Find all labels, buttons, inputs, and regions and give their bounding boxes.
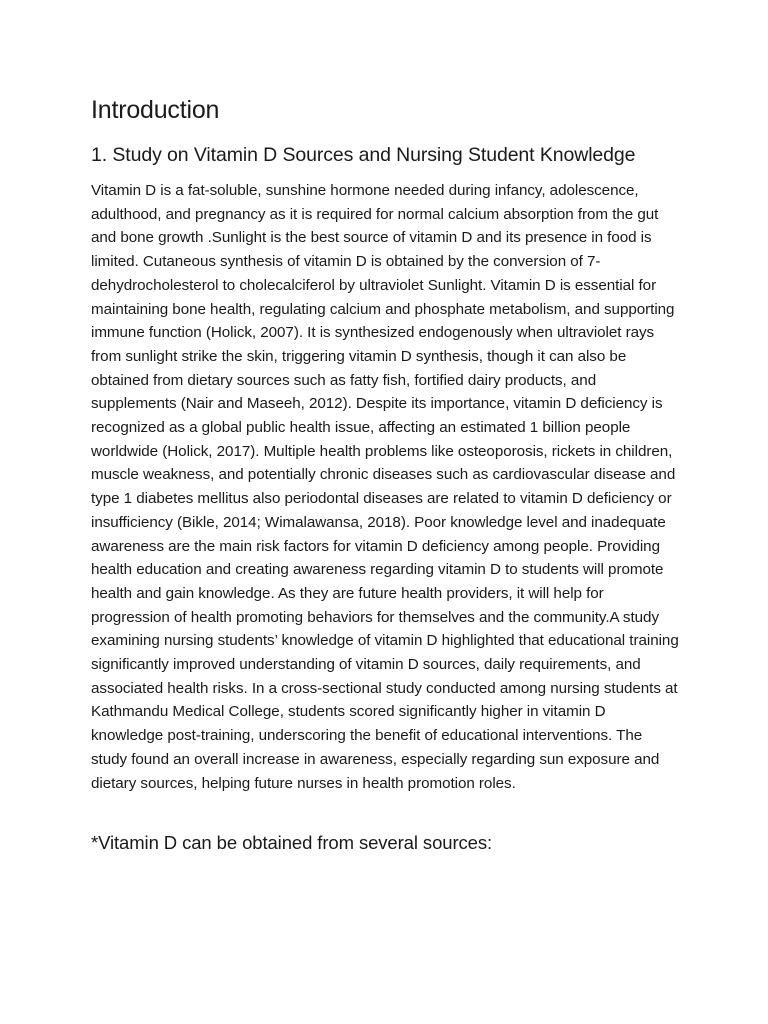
document-content xyxy=(91,92,681,857)
section-heading: 1. Study on Vitamin D Sources and Nursing Student Knowledge xyxy=(91,144,636,166)
document-title: Introduction xyxy=(91,96,220,124)
body-paragraph: Vitamin D is a fat-soluble, sunshine hormone needed during infancy, adolescence, adulthood, and pregnancy as it is required for normal calcium absorption from the gut and bone growth .Sunlight is the best source of vitamin D and its presence in food is limited. Cutaneous synthesis of vitamin D is obtained by the conversion of 7-dehydrocholesterol to cholecalciferol by ultraviolet Sunlight. Vitamin D is essential for maintaining bone health, regulating calcium and phosphate metabolism, and supporting immune function (Holick, 2007). It is synthesized endogenously when ultraviolet rays from sunlight strike the skin, triggering vitamin D synthesis, though it can also be obtained from dietary sources such as fatty fish, fortified dairy products, and supplements (Nair and Maseeh, 2012). Despite its importance, vitamin D deficiency is recognized as a global public health issue, affecting an estimated 1 billion people worldwide (Holick, 2017). Multiple health problems like osteoporosis, rickets in children, muscle weakness, and potentially chronic diseases such as cardiovascular disease and type 1 diabetes mellitus also periodontal diseases are related to vitamin D deficiency or insufficiency (Bikle, 2014; Wimalawansa, 2018). Poor knowledge level and inadequate awareness are the main risk factors for vitamin D deficiency among people. Providing health education and creating awareness regarding vitamin D to students will promote health and gain knowledge. As they are future health providers, it will help for progression of health promoting behaviors for themselves and the community.A study examining nursing students’ knowledge of vitamin D highlighted that educational training significantly improved understanding of vitamin D sources, daily requirements, and associated health risks. In a cross-sectional study conducted among nursing students at Kathmandu Medical College, students scored significantly higher in vitamin D knowledge post-training, underscoring the benefit of educational interventions. The study found an overall increase in awareness, especially regarding sun exposure and dietary sources, helping future nurses in health promotion roles. xyxy=(91,182,679,792)
sources-note: *Vitamin D can be obtained from several sources: xyxy=(91,832,493,854)
